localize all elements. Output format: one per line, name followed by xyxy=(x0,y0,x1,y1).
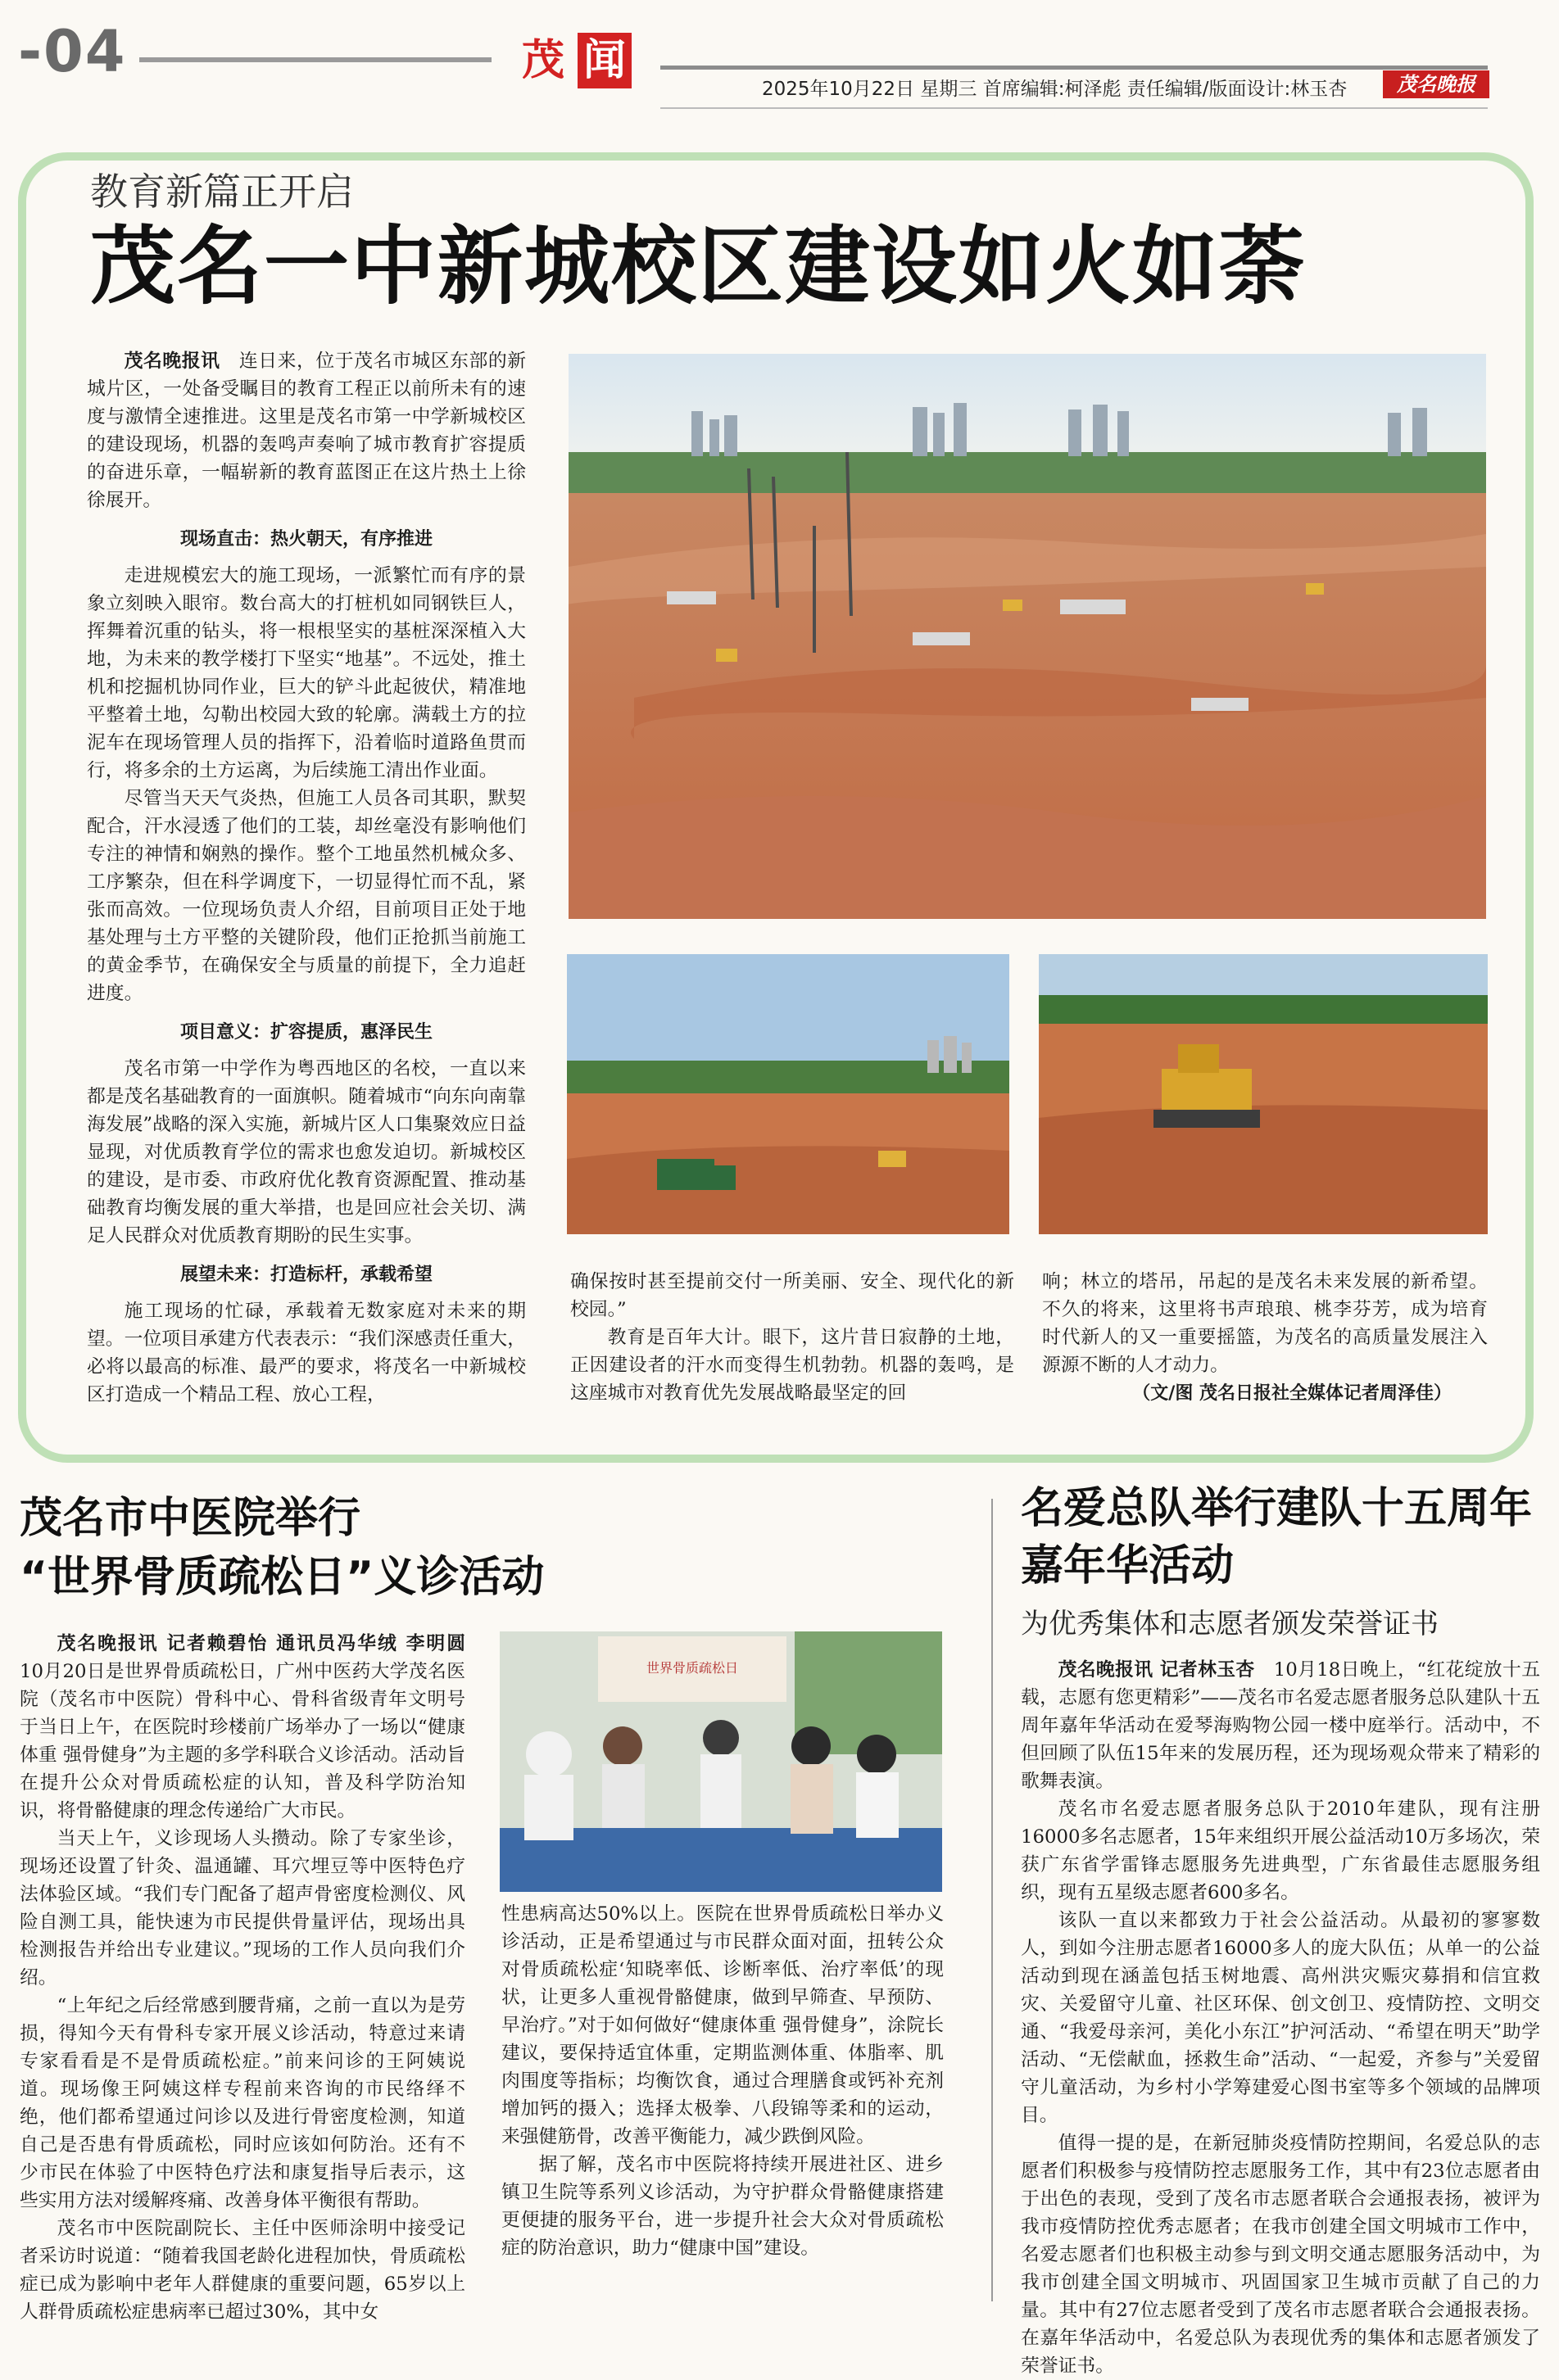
paragraph-text: 该队一直以来都致力于社会公益活动。从最初的寥寥数人，到如今注册志愿者16000多人的庞大队伍；从单一的公益活动到现在涵盖包括玉树地震、高州洪灾赈灾募捐和信宜救灾、关爱留守儿童、社区环保、创文创卫、疫情防控、文明交通、“我爱母亲河，美化小东江”护河活动、“希望在明天”助学活动、“无偿献血，拯救生命”活动、“一起爱，齐参与”关爱留守儿童活动，为乡村小学筹建爱心图书室等多个领域的品牌项目。 xyxy=(1021,1910,1540,2126)
body-paragraph xyxy=(501,1900,944,2151)
story2-column-2 xyxy=(501,1900,944,2262)
lead-story-column-3 xyxy=(1042,1268,1488,1379)
section-title-char-2: 闻 xyxy=(578,33,632,88)
body-paragraph xyxy=(87,1055,526,1250)
lead-story-credit: （文/图 茂名日报社全媒体记者周泽佳） xyxy=(1132,1383,1452,1404)
paragraph-text: 值得一提的是，在新冠肺炎疫情防控期间，名爱总队的志愿者们积极参与疫情防控志愿服务工作，其中有23位志愿者由于出色的表现，受到了茂名市志愿者联合会通报表扬，被评为我市疫情防控优秀志愿者；在我市创建全国文明城市工作中，名爱志愿者们也积极主动参与到文明交通志愿服务活动中，为我市创建全国文明城市、巩固国家卫生城市贡献了自己的力量。其中有27位志愿者受到了茂名市志愿者联合会通报表扬。在嘉年华活动中，名爱总队为表现优秀的集体和志愿者颁发了荣誉证书。 xyxy=(1021,2133,1540,2377)
body-paragraph xyxy=(1021,2129,1540,2380)
body-paragraph xyxy=(87,1297,526,1409)
story3-headline-line2: 嘉年华活动 xyxy=(1021,1541,1235,1590)
body-paragraph xyxy=(570,1268,1014,1323)
page-number: -04 xyxy=(18,18,127,85)
paragraph-text: 尽管当天天气炎热，但施工人员各司其职，默契配合，汗水浸透了他们的工装，却丝毫没有影响他们专注的神情和娴熟的操作。整个工地虽然机械众多、工序繁杂，但在科学调度下，一切显得忙而不乱，紧张而高效。一位现场负责人介绍，目前项目正处于地基处理与土方平整的关键阶段，他们正抢抓当前施工的黄金季节，在确保安全与质量的前提下，全力追赶进度。 xyxy=(87,788,526,1004)
lead-headline: 茂名一中新城校区建设如火如荼 xyxy=(90,216,1307,316)
body-paragraph xyxy=(501,2151,944,2262)
paragraph-text: 性患病高达50%以上。医院在世界骨质疏松日举办义诊活动，正是希望通过与市民群众面对面，扭转公众对骨质疏松症‘知晓率低、诊断率低、治疗率低’的现状，让更多人重视骨骼健康，做到早筛查、早预防、早治疗。”对于如何做好“健康体重 强骨健身”，涂院长建议，要保持适宜体重，定期监测体重、体脂率、肌肉围度等指标；均衡饮食，通过合理膳食或钙补充剂增加钙的摄入；选择太极拳、八段锦等柔和的运动，来强健筋骨，改善平衡能力，减少跌倒风险。 xyxy=(501,1903,944,2147)
story2-headline-line1: 茂名市中医院举行 xyxy=(20,1494,361,1543)
body-paragraph xyxy=(20,1992,465,2215)
body-paragraph xyxy=(20,2215,465,2326)
paragraph-text: 确保按时甚至提前交付一所美丽、安全、现代化的新校园。” xyxy=(570,1271,1014,1320)
paragraph-text: 茂名市名爱志愿者服务总队于2010年建队，现有注册16000多名志愿者，15年来组织开展公益活动10万多场次，荣获广东省学雷锋志愿服务先进典型，广东省最佳志愿服务组织，现有五星级志愿者600多名。 xyxy=(1021,1799,1540,1903)
body-paragraph xyxy=(20,1630,465,1825)
news-lead-label: 茂名晚报讯 记者赖碧怡 通讯员冯华绒 李明圆 xyxy=(57,1633,465,1654)
column-divider xyxy=(991,1499,993,2301)
paragraph-text: 教育是百年大计。眼下，这片昔日寂静的土地，正因建设者的汗水而变得生机勃勃。机器的轰鸣，是这座城市对教育优先发展战略最坚定的回 xyxy=(570,1327,1014,1404)
lead-story-column-1 xyxy=(87,347,526,1409)
dump-truck-photo xyxy=(567,954,1009,1234)
news-lead-label: 茂名晚报讯 记者林玉杏 xyxy=(1058,1659,1255,1681)
paragraph-text: 响；林立的塔吊，吊起的是茂名未来发展的新希望。不久的将来，这里将书声琅琅、桃李芬芳，成为培育时代新人的又一重要摇篮，为茂名的高质量发展注入源源不断的人才动力。 xyxy=(1042,1271,1488,1376)
clinic-event-photo xyxy=(500,1631,942,1892)
section-title-char-1: 茂 xyxy=(521,36,564,85)
paragraph-text: 施工现场的忙碌，承载着无数家庭对未来的期望。一位项目承建方代表表示：“我们深感责任重大，必将以最高的标准、最严的要求，将茂名一中新城校区打造成一个精品工程、放心工程， xyxy=(87,1301,526,1405)
story2-headline-line2: “世界骨质疏松日”义诊活动 xyxy=(20,1553,545,1602)
news-lead-label: 茂名晚报讯 xyxy=(124,351,220,372)
masthead-rule xyxy=(139,57,492,62)
paragraph-text: 走进规模宏大的施工现场，一派繁忙而有序的景象立刻映入眼帘。数台高大的打桩机如同钢铁巨人，挥舞着沉重的钻头，将一根根坚实的基桩深深植入大地，为未来的教学楼打下坚实“地基”。不远处，推土机和挖掘机协同作业，巨大的铲斗此起彼伏，精准地平整着土地，勾勒出校园大致的轮廓。满载土方的拉泥车在现场管理人员的指挥下，沿着临时道路鱼贯而行，将多余的土方运离，为后续施工清出作业面。 xyxy=(87,565,526,781)
paragraph-text: 当天上午，义诊现场人头攒动。除了专家坐诊，现场还设置了针灸、温通罐、耳穴埋豆等中医特色疗法体验区域。“我们专门配备了超声骨密度检测仪、风险自测工具，能快速为市民提供骨量评估，现场出具检测报告并给出专业建议。”现场的工作人员向我们介绍。 xyxy=(20,1828,465,1989)
paragraph-text: 茂名市第一中学作为粤西地区的名校，一直以来都是茂名基础教育的一面旗帜。随着城市“向东向南靠海发展”战略的深入实施，新城片区人口集聚效应日益显现，对优质教育学位的需求也愈发迫切。新城校区的建设，是市委、市政府优化教育资源配置、推动基础教育均衡发展的重大举措，也是回应社会关切、满足人民群众对优质教育期盼的民生实事。 xyxy=(87,1058,526,1247)
lead-kicker: 教育新篇正开启 xyxy=(90,170,354,214)
paragraph-text: 茂名市中医院副院长、主任中医师涂明中接受记者采访时说道：“随着我国老龄化进程加快，骨质疏松症已成为影响中老年人群健康的重要问题，65岁以上人群骨质疏松症患病率已超过30%，其中女 xyxy=(20,2218,465,2323)
paper-logo: 茂名晚报 xyxy=(1383,70,1489,98)
construction-aerial-photo xyxy=(569,354,1486,919)
date-editor-line: 2025年10月22日 星期三 首席编辑:柯泽彪 责任编辑/版面设计:林玉杏 xyxy=(762,79,1348,100)
section-subheading: 现场直击：热火朝天，有序推进 xyxy=(179,529,433,550)
bulldozer-photo xyxy=(1039,954,1488,1234)
photo-banner-text: 世界骨质疏松日 xyxy=(646,1660,739,1676)
section-subheading: 项目意义：扩容提质，惠泽民生 xyxy=(179,1022,433,1043)
body-paragraph xyxy=(570,1323,1014,1407)
story3-subheadline: 为优秀集体和志愿者颁发荣誉证书 xyxy=(1021,1608,1439,1640)
body-paragraph xyxy=(87,347,526,514)
body-paragraph xyxy=(1021,1795,1540,1907)
paragraph-text: 10月20日是世界骨质疏松日，广州中医药大学茂名医院（茂名市中医院）骨科中心、骨科省级青年文明号于当日上午，在医院时珍楼前广场举办了一场以“健康体重 强骨健身”为主题的多学科联合义诊活动。活动旨在提升公众对骨质疏松症的认知，普及科学防治知识，将骨骼健康的理念传递给广大市民。 xyxy=(20,1661,465,1821)
body-paragraph xyxy=(1042,1268,1488,1379)
paragraph-text: 连日来，位于茂名市城区东部的新城片区，一处备受瞩目的教育工程正以前所未有的速度与激情全速推进。这里是茂名市第一中学新城校区的建设现场，机器的轰鸣声奏响了城市教育扩容提质的奋进乐章，一幅崭新的教育蓝图正在这片热土上徐徐展开。 xyxy=(87,351,527,511)
lead-story-column-2 xyxy=(570,1268,1014,1407)
body-paragraph xyxy=(87,562,526,785)
body-paragraph xyxy=(87,785,526,1007)
body-paragraph xyxy=(20,1825,465,1992)
section-subheading: 展望未来：打造标杆，承载希望 xyxy=(179,1265,433,1285)
paragraph-text: “上年纪之后经常感到腰背痛，之前一直以为是劳损，得知今天有骨科专家开展义诊活动，特意过来请专家看看是不是骨质疏松症。”前来问诊的王阿姨说道。现场像王阿姨这样专程前来咨询的市民络绎不绝，他们都希望通过问诊以及进行骨密度检测，知道自己是否患有骨质疏松，同时应该如何防治。还有不少市民在体验了中医特色疗法和康复指导后表示，这些实用方法对缓解疼痛、改善身体平衡很有帮助。 xyxy=(20,1995,465,2211)
story3-headline-line1: 名爱总队举行建队十五周年 xyxy=(1021,1484,1533,1533)
paragraph-text: 10月18日晚上，“红花绽放十五载，志愿有您更精彩”——茂名市名爱志愿者服务总队建队十五周年嘉年华活动在爱琴海购物公园一楼中庭举行。活动中，不但回顾了队伍15年来的发展历程，还为现场观众带来了精彩的歌舞表演。 xyxy=(1021,1659,1541,1792)
paragraph-text: 据了解，茂名市中医院将持续开展进社区、进乡镇卫生院等系列义诊活动，为守护群众骨骼健康搭建更便捷的服务平台，进一步提升社会大众对骨质疏松症的防治意识，助力“健康中国”建设。 xyxy=(501,2154,944,2259)
story2-column-1 xyxy=(20,1630,465,2326)
story3-body xyxy=(1021,1656,1540,2380)
body-paragraph xyxy=(1021,1656,1540,1795)
body-paragraph xyxy=(1021,1907,1540,2129)
